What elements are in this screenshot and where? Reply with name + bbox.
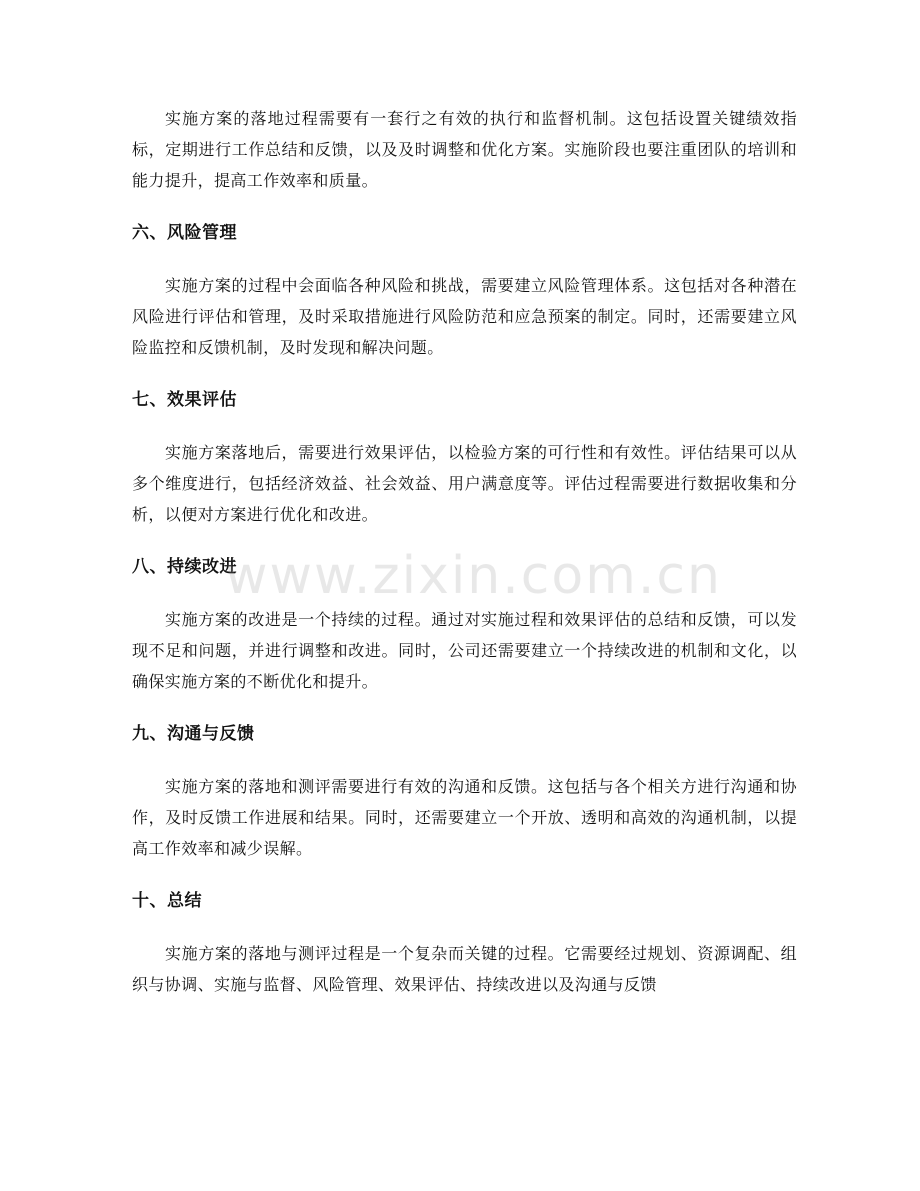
section-heading: 六、风险管理: [132, 223, 237, 243]
watermark: www.zixin.com.cn: [225, 546, 722, 606]
section-paragraph: 实施方案的改进是一个持续的过程。通过对实施过程和效果评估的总结和反馈，可以发现不足和问题，并进行调整和改进。同时，公司还需要建立一个持续改进的机制和文化，以确保实施方案的不断优化和提升。: [132, 610, 797, 691]
section-heading: 九、沟通与反馈: [132, 724, 255, 744]
document-body: [132, 103, 797, 1000]
section-communication-feedback: [132, 719, 797, 864]
section-continuous-improvement: [132, 552, 797, 697]
section-paragraph: 实施方案的落地和测评需要进行有效的沟通和反馈。这包括与各个相关方进行沟通和协作，及时反馈工作进展和结果。同时，还需要建立一个开放、透明和高效的沟通机制，以提高工作效率和减少误解。: [132, 777, 797, 858]
section-paragraph: 实施方案的落地与测评过程是一个复杂而关键的过程。它需要经过规划、资源调配、组织与协调、实施与监督、风险管理、效果评估、持续改进以及沟通与反馈: [132, 944, 797, 994]
section-risk-management: [132, 218, 797, 363]
section-summary: [132, 886, 797, 1000]
section-effect-evaluation: [132, 385, 797, 530]
section-heading: 十、总结: [132, 891, 202, 911]
section-heading: 八、持续改进: [132, 557, 237, 577]
intro-paragraph: 实施方案的落地过程需要有一套行之有效的执行和监督机制。这包括设置关键绩效指标，定期进行工作总结和反馈，以及及时调整和优化方案。实施阶段也要注重团队的培训和能力提升，提高工作效率和质量。: [132, 109, 797, 190]
section-paragraph: 实施方案的过程中会面临各种风险和挑战，需要建立风险管理体系。这包括对各种潜在风险进行评估和管理，及时采取措施进行风险防范和应急预案的制定。同时，还需要建立风险监控和反馈机制，及时发现和解决问题。: [132, 276, 797, 357]
section-heading: 七、效果评估: [132, 390, 237, 410]
section-paragraph: 实施方案落地后，需要进行效果评估，以检验方案的可行性和有效性。评估结果可以从多个维度进行，包括经济效益、社会效益、用户满意度等。评估过程需要进行数据收集和分析，以便对方案进行优化和改进。: [132, 443, 797, 524]
